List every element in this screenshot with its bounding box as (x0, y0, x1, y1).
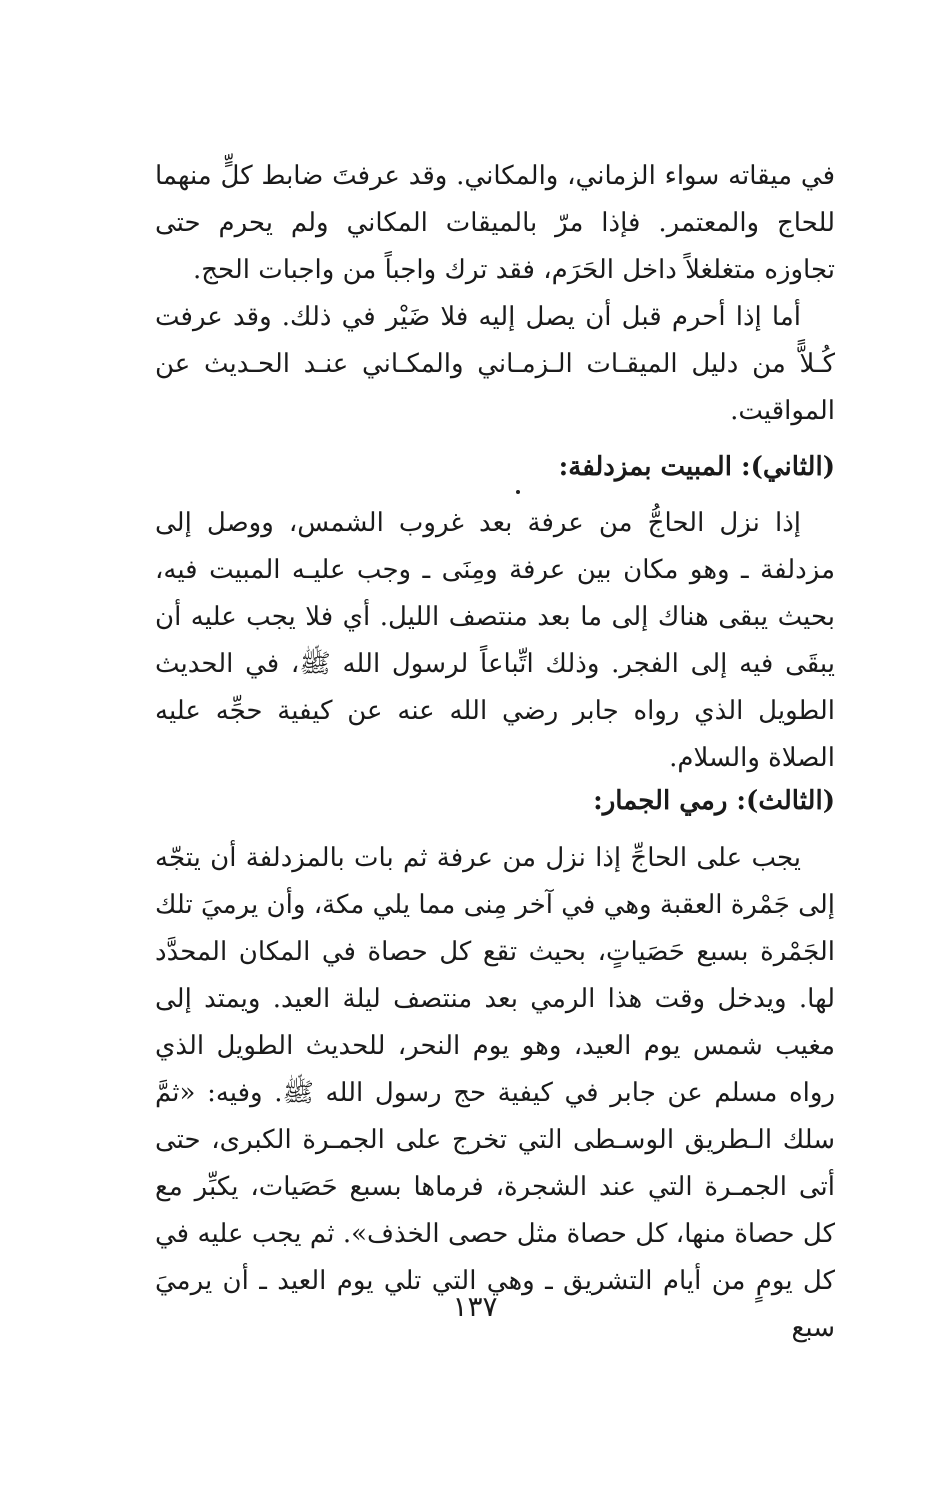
heading-1-block (155, 444, 835, 491)
paragraph-4: يجب على الحاجِّ إذا نزل من عرفة ثم بات بالمزدلفة أن يتجّه إلى جَمْرة العقبة وهي في آخر مِنى مما يلي مكة، وأن يرميَ تلك الجَمْرة بسبع حَصَياتٍ، بحيث تقع كل حصاة في المكان المحدَّد لها. ويدخل وقت هذا الرمي بعد منتصف ليلة العيد. ويمتد إلى مغيب شمس يوم العيد، وهو يوم النحر، للحديث الطويل الذي رواه مسلم عن جابر في كيفية حج رسول الله ﷺ. وفيه: «ثمَّ سلك الـطريق الوسـطى التي تخرج على الجمـرة الكبرى، حتى أتى الجمـرة التي عند الشجرة، فرماها بسبع حَصَيات، يكبِّر مع كل حصاة منها، كل حصاة مثل حصى الخذف». ثم يجب عليه في كل يومٍ من أيام التشريق ـ وهي التي تلي يوم العيد ـ أن يرميَ سبع (155, 843, 835, 1343)
print-speck (516, 490, 520, 494)
paragraph-3-block (155, 500, 835, 782)
heading-2-block (155, 778, 835, 825)
section-heading-second: (الثاني): المبيت بمزدلفة: (558, 452, 835, 482)
paragraph-3: إذا نزل الحاجُّ من عرفة بعد غروب الشمس، ووصل إلى مزدلفة ـ وهو مكان بين عرفة ومِنَى ـ وجب عليـه المبيت فيه، بحيث يبقى هناك إلى ما بعد منتصف الليل. أي فلا يجب عليه أن يبقَى فيه إلى الفجر. وذلك اتِّباعاً لرسول الله ﷺ، في الحديث الطويل الذي رواه جابر رضي الله عنه عن كيفية حجِّه عليه الصلاة والسلام. (155, 508, 835, 773)
paragraph-4-block (155, 835, 835, 1352)
paragraph-2: أما إذا أحرم قبل أن يصل إليه فلا ضَيْر في ذلك. وقد عرفت كُـلاًّ من دليل الميقـات الـزمـاني والمكـاني عنـد الحـديث عن المواقيت. (155, 302, 835, 426)
paragraph-1: في ميقاته سواء الزماني، والمكاني. وقد عرفتَ ضابط كلٍّ منهما للحاج والمعتمر. فإذا مرّ بالميقات المكاني ولم يحرم حتى تجاوزه متغلغلاً داخل الحَرَم، فقد ترك واجباً من واجبات الحج. (155, 161, 835, 285)
paragraph-2-block (155, 294, 835, 435)
section-heading-third: (الثالث): رمي الجمار: (593, 786, 835, 816)
paragraph-1-block (155, 153, 835, 294)
page-number: ١٣٧ (452, 1290, 498, 1323)
